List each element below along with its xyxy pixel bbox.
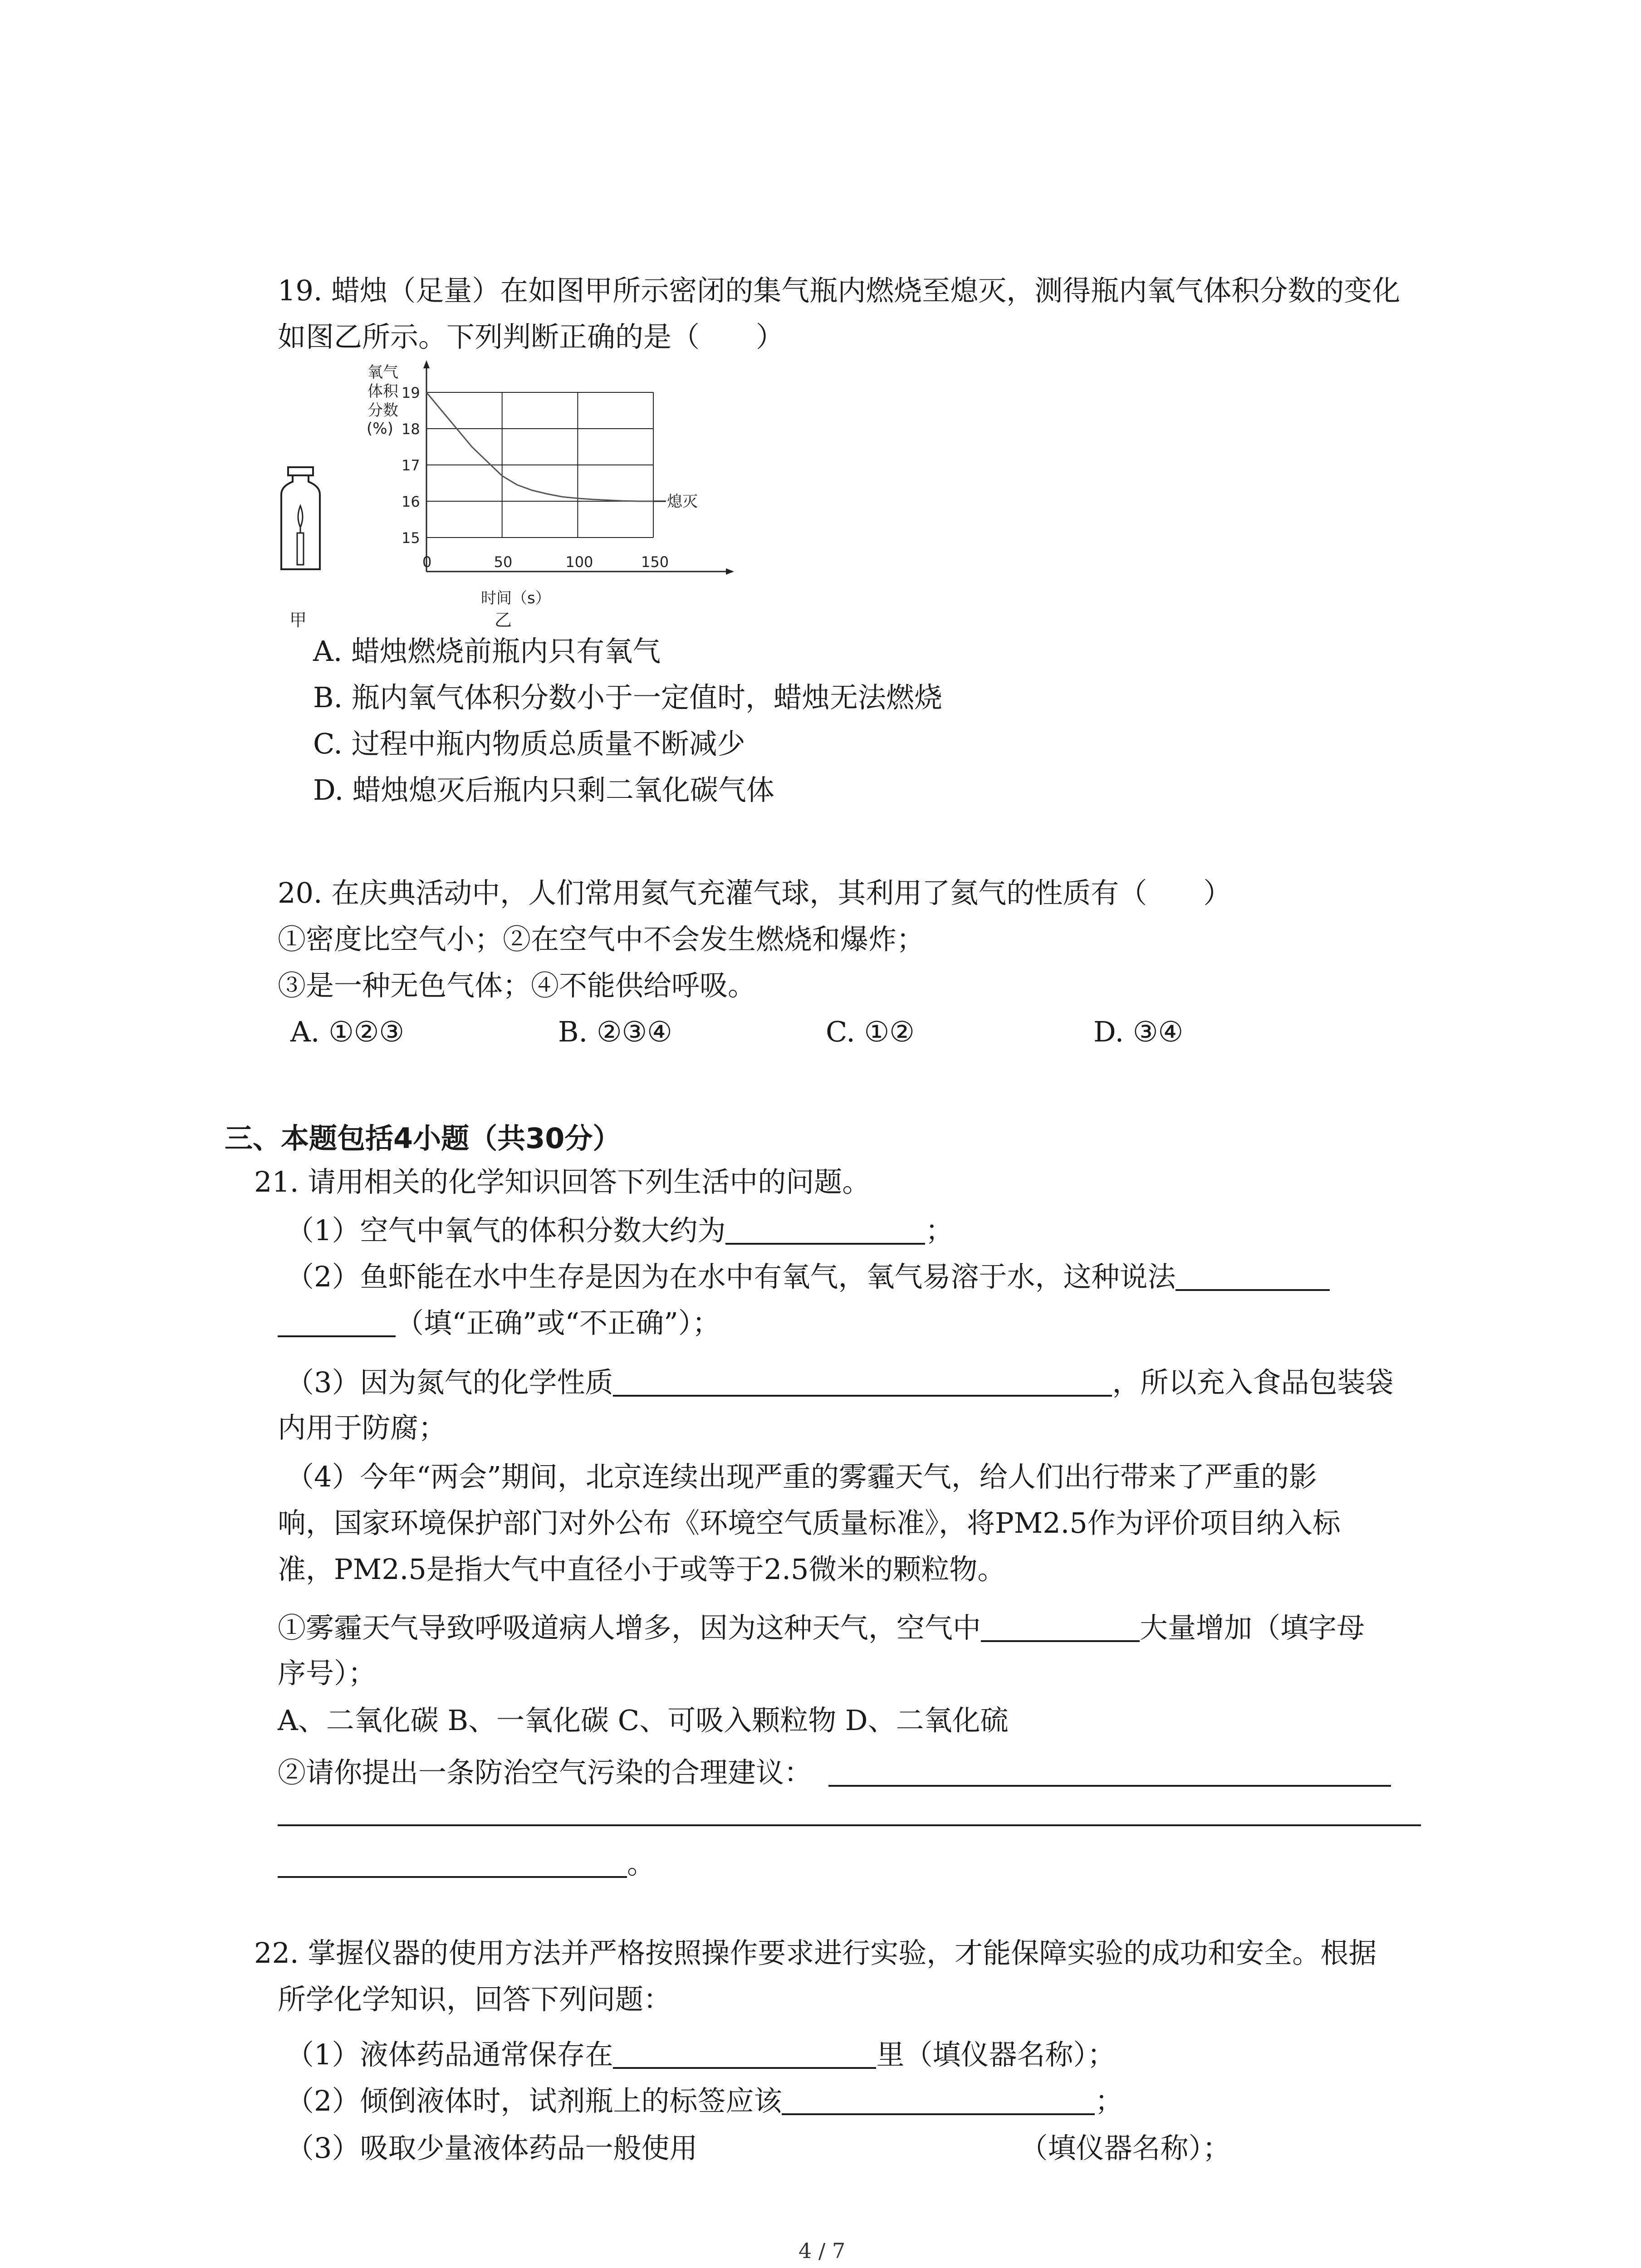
q21-part4-q2-text: ②请你提出一条防治空气污染的合理建议： — [278, 1756, 813, 1789]
q20-option-a: A. ①②③ — [290, 1015, 404, 1048]
q22-part1 — [286, 2040, 1115, 2069]
q21-part3-blank[interactable] — [613, 1368, 1112, 1397]
q19-stem-line1: 19. 蜡烛（足量）在如图甲所示密闭的集气瓶内燃烧至熄灭，测得瓶内氧气体积分数的变化 — [278, 274, 1401, 307]
y-tick-label: 15 — [402, 529, 420, 547]
q22-part1-end: 里（填仪器名称）； — [876, 2038, 1116, 2071]
q21-part2-text: （2）鱼虾能在水中生存是因为在水中有氧气，氧气易溶于水，这种说法 — [286, 1260, 1176, 1293]
chart-label: 乙 — [495, 610, 512, 630]
q19-option-a: A. 蜡烛燃烧前瓶内只有氧气 — [313, 635, 661, 668]
q19-stem-line2: 如图乙所示。下列判断正确的是（ ） — [278, 320, 784, 353]
q21-part1-text: （1）空气中氧气的体积分数大约为 — [286, 1214, 726, 1247]
q20-option-d: D. ③④ — [1093, 1015, 1184, 1048]
extinguish-label: 熄灭 — [667, 493, 698, 511]
q20-line3: ③是一种无色气体；④不能供给呼吸。 — [278, 969, 756, 1002]
q21-part2-blank-b[interactable] — [278, 1308, 396, 1337]
y-tick-label: 19 — [402, 384, 420, 401]
y-tick-label: 17 — [402, 457, 420, 474]
q21-part1-end: ； — [925, 1214, 954, 1247]
q19-figure — [272, 358, 771, 631]
q21-part4-q1-text: ①雾霾天气导致呼吸道病人增多，因为这种天气，空气中 — [278, 1611, 981, 1644]
q20-line2: ①密度比空气小；②在空气中不会发生燃烧和爆炸； — [278, 923, 925, 956]
q21-part4-q2-cont — [278, 1849, 655, 1878]
x-tick-label: 100 — [565, 553, 593, 571]
q21-part2-blank-a[interactable] — [1176, 1262, 1330, 1291]
q19-option-d: D. 蜡烛熄灭后瓶内只剩二氧化碳气体 — [313, 773, 774, 807]
q21-part4-line3: 准，PM2.5是指大气中直径小于或等于2.5微米的颗粒物。 — [278, 1553, 1006, 1586]
q21-part4-q1-blank[interactable] — [981, 1613, 1140, 1642]
q22-part3 — [286, 2131, 1231, 2165]
q21-part1 — [286, 1216, 953, 1245]
y-label-2: 体积 — [367, 382, 398, 401]
q21-part4-choices: A、二氧化碳 B、一氧化碳 C、可吸入颗粒物 D、二氧化硫 — [278, 1704, 1009, 1737]
q20-option-b: B. ②③④ — [558, 1015, 672, 1048]
q20-stem: 20. 在庆典活动中，人们常用氦气充灌气球，其利用了氦气的性质有（ ） — [278, 876, 1232, 909]
gas-jar-icon — [281, 467, 320, 569]
q22-part3-end: （填仪器名称）； — [1019, 2131, 1231, 2165]
y-tick-label: 16 — [402, 493, 420, 510]
oxygen-curve — [426, 392, 653, 501]
q21-part4-q1-end: 大量增加（填字母 — [1140, 1611, 1365, 1644]
q22-part1-blank[interactable] — [613, 2040, 876, 2069]
q21-part1-blank[interactable] — [725, 1216, 925, 1245]
x-tick-label: 50 — [494, 553, 513, 571]
q22-part2-end: ； — [1095, 2084, 1123, 2117]
q22-part1-text: （1）液体药品通常保存在 — [286, 2038, 613, 2071]
page-number: 4 / 7 — [798, 2239, 846, 2263]
q21-part4-q1-cont: 序号）； — [278, 1657, 377, 1690]
x-axis-label: 时间（s） — [481, 589, 551, 607]
q22-part2-blank[interactable] — [782, 2086, 1095, 2115]
q21-part4-q2-blank-c[interactable] — [278, 1849, 627, 1878]
q22-part2 — [286, 2086, 1123, 2115]
q21-part2-hint: （填“正确”或“不正确”）； — [396, 1306, 720, 1339]
q21-part2 — [286, 1262, 1330, 1291]
q22-part3-text: （3）吸取少量液体药品一般使用 — [286, 2131, 698, 2165]
section-3-heading: 三、本题包括4小题（共30分） — [225, 1122, 621, 1155]
q21-part4-q1 — [278, 1613, 1365, 1642]
q21-part3-cont: 内用于防腐； — [278, 1411, 447, 1444]
x-tick-label: 150 — [641, 553, 669, 571]
y-label-1: 氧气 — [367, 363, 398, 381]
x-tick-label: 0 — [422, 553, 432, 571]
q21-part4-q2-blank-a[interactable] — [828, 1758, 1391, 1787]
q22-part2-text: （2）倾倒液体时，试剂瓶上的标签应该 — [286, 2084, 782, 2117]
q21-part3-end: ，所以充入食品包装袋 — [1112, 1366, 1394, 1399]
q21-part4-line1: （4）今年“两会”期间，北京连续出现严重的雾霾天气，给人们出行带来了严重的影 — [286, 1460, 1317, 1493]
q22-stem-line2: 所学化学知识，回答下列问题： — [278, 1983, 672, 2016]
q21-part4-q2-blank-b[interactable] — [278, 1824, 1421, 1826]
y-ticks — [402, 384, 420, 547]
jar-label: 甲 — [289, 610, 307, 630]
q19-option-b: B. 瓶内氧气体积分数小于一定值时，蜡烛无法燃烧 — [313, 681, 942, 714]
q21-part4-q2 — [278, 1758, 1391, 1787]
q20-option-c: C. ①② — [826, 1015, 915, 1048]
chart-grid — [426, 392, 653, 538]
q21-part3 — [286, 1368, 1393, 1397]
q21-part4-q2-end: 。 — [627, 1847, 656, 1880]
q21-part4-line2: 响，国家环境保护部门对外公布《环境空气质量标准》，将PM2.5作为评价项目纳入标 — [278, 1506, 1341, 1540]
q21-part2-cont — [278, 1308, 720, 1337]
y-label-4: (%) — [367, 420, 393, 438]
q21-stem: 21. 请用相关的化学知识回答下列生活中的问题。 — [254, 1165, 871, 1198]
x-ticks — [422, 553, 669, 571]
q21-part3-text: （3）因为氮气的化学性质 — [286, 1366, 613, 1399]
y-label-3: 分数 — [367, 401, 398, 420]
q19-option-c: C. 过程中瓶内物质总质量不断减少 — [313, 727, 745, 760]
q22-stem-line1: 22. 掌握仪器的使用方法并严格按照操作要求进行实验，才能保障实验的成功和安全。根据 — [254, 1936, 1377, 1970]
y-tick-label: 18 — [402, 420, 420, 438]
